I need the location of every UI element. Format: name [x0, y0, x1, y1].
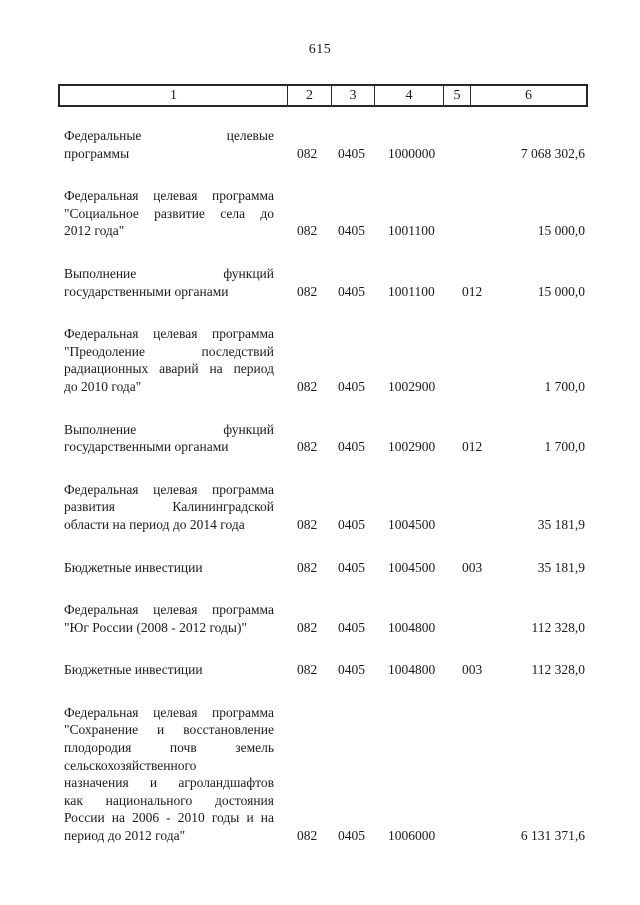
expense-kind-code: 012	[462, 439, 483, 455]
section-code: 0405	[338, 662, 365, 678]
page-number: 615	[308, 42, 332, 57]
description-line: программы	[64, 145, 130, 161]
row-description	[64, 127, 274, 162]
section-code: 0405	[338, 559, 365, 575]
header-cell-5: 5	[443, 86, 470, 105]
section-code: 0405	[338, 619, 365, 635]
description-line: Федеральная целевая программа	[64, 602, 274, 618]
expense-kind-code: 012	[462, 283, 483, 299]
target-article-code: 1004500	[388, 559, 436, 575]
table-row	[0, 127, 585, 162]
amount-value: 35 181,9	[537, 516, 585, 532]
table-row	[0, 325, 585, 395]
header-cell-2: 2	[287, 86, 331, 105]
amount-value: 112 328,0	[531, 662, 585, 678]
description-line: Выполнение функций	[64, 421, 274, 437]
row-description	[64, 421, 274, 456]
amount-value: 35 181,9	[537, 559, 585, 575]
ministry-code: 082	[297, 619, 318, 635]
ministry-code: 082	[297, 283, 318, 299]
description-line: назначения и агроландшафтов	[64, 775, 274, 791]
ministry-code: 082	[297, 378, 318, 394]
amount-value: 6 131 371,6	[520, 828, 585, 844]
ministry-code: 082	[297, 439, 318, 455]
amount-value: 112 328,0	[531, 619, 585, 635]
amount-value: 7 068 302,6	[520, 145, 585, 161]
table-row	[0, 559, 585, 577]
description-line: области на период до 2014 года	[64, 516, 245, 532]
target-article-code: 1004500	[388, 516, 436, 532]
target-article-code: 1004800	[388, 619, 436, 635]
row-description	[64, 601, 274, 636]
description-line: России на 2006 - 2010 годы и на	[64, 810, 274, 826]
amount-value: 1 700,0	[544, 439, 585, 455]
table-row	[0, 481, 585, 534]
section-code: 0405	[338, 283, 365, 299]
header-cell-3: 3	[331, 86, 374, 105]
table-row	[0, 661, 585, 679]
amount-value: 1 700,0	[544, 378, 585, 394]
row-description	[64, 265, 274, 300]
description-line: Бюджетные инвестиции	[64, 559, 203, 575]
description-line: Бюджетные инвестиции	[64, 662, 203, 678]
ministry-code: 082	[297, 145, 318, 161]
description-line: "Сохранение и восстановление	[64, 722, 274, 738]
target-article-code: 1004800	[388, 662, 436, 678]
description-line: Федеральные целевые	[64, 128, 274, 143]
header-cell-4: 4	[374, 86, 443, 105]
expense-kind-code: 003	[462, 559, 483, 575]
row-description	[64, 481, 274, 534]
description-line: государственными органами	[64, 439, 229, 455]
description-line: до 2010 года"	[64, 378, 142, 394]
section-code: 0405	[338, 223, 365, 239]
description-line: государственными органами	[64, 283, 229, 299]
section-code: 0405	[338, 145, 365, 161]
section-code: 0405	[338, 439, 365, 455]
table-header-row	[58, 84, 588, 107]
target-article-code: 1002900	[388, 378, 436, 394]
expense-kind-code: 003	[462, 662, 483, 678]
description-line: радиационных аварий на период	[64, 361, 274, 377]
amount-value: 15 000,0	[537, 283, 585, 299]
row-description	[64, 187, 274, 240]
row-description	[64, 325, 274, 395]
section-code: 0405	[338, 516, 365, 532]
ministry-code: 082	[297, 559, 318, 575]
description-line: как национального достояния	[64, 792, 274, 808]
description-line: 2012 года"	[64, 223, 125, 239]
description-line: "Юг России (2008 - 2012 годы)"	[64, 619, 247, 635]
target-article-code: 1001100	[388, 223, 435, 239]
target-article-code: 1006000	[388, 828, 436, 844]
description-line: период до 2012 года"	[64, 828, 186, 844]
row-description	[64, 559, 274, 577]
target-article-code: 1002900	[388, 439, 436, 455]
row-description	[64, 661, 274, 679]
description-line: Федеральная целевая программа	[64, 481, 274, 497]
row-description	[64, 704, 274, 845]
table-row	[0, 187, 585, 240]
table-row	[0, 601, 585, 636]
amount-value: 15 000,0	[537, 223, 585, 239]
ministry-code: 082	[297, 662, 318, 678]
description-line: развития Калининградской	[64, 499, 274, 515]
target-article-code: 1001100	[388, 283, 435, 299]
description-line: Федеральная целевая программа	[64, 326, 274, 342]
header-cell-1: 1	[170, 87, 177, 103]
section-code: 0405	[338, 828, 365, 844]
table-row	[0, 421, 585, 456]
ministry-code: 082	[297, 223, 318, 239]
description-line: "Социальное развитие села до	[64, 205, 274, 221]
table-body	[0, 127, 585, 870]
ministry-code: 082	[297, 828, 318, 844]
section-code: 0405	[338, 378, 365, 394]
target-article-code: 1000000	[388, 145, 436, 161]
description-line: "Преодоление последствий	[64, 343, 274, 359]
ministry-code: 082	[297, 516, 318, 532]
description-line: Федеральная целевая программа	[64, 188, 274, 204]
table-row	[0, 704, 585, 845]
description-line: Выполнение функций	[64, 265, 274, 281]
description-line: плодородия почв земель	[64, 740, 274, 756]
header-cell-6: 6	[470, 86, 586, 105]
table-row	[0, 265, 585, 300]
description-line: сельскохозяйственного	[64, 757, 197, 773]
description-line: Федеральная целевая программа	[64, 704, 274, 720]
